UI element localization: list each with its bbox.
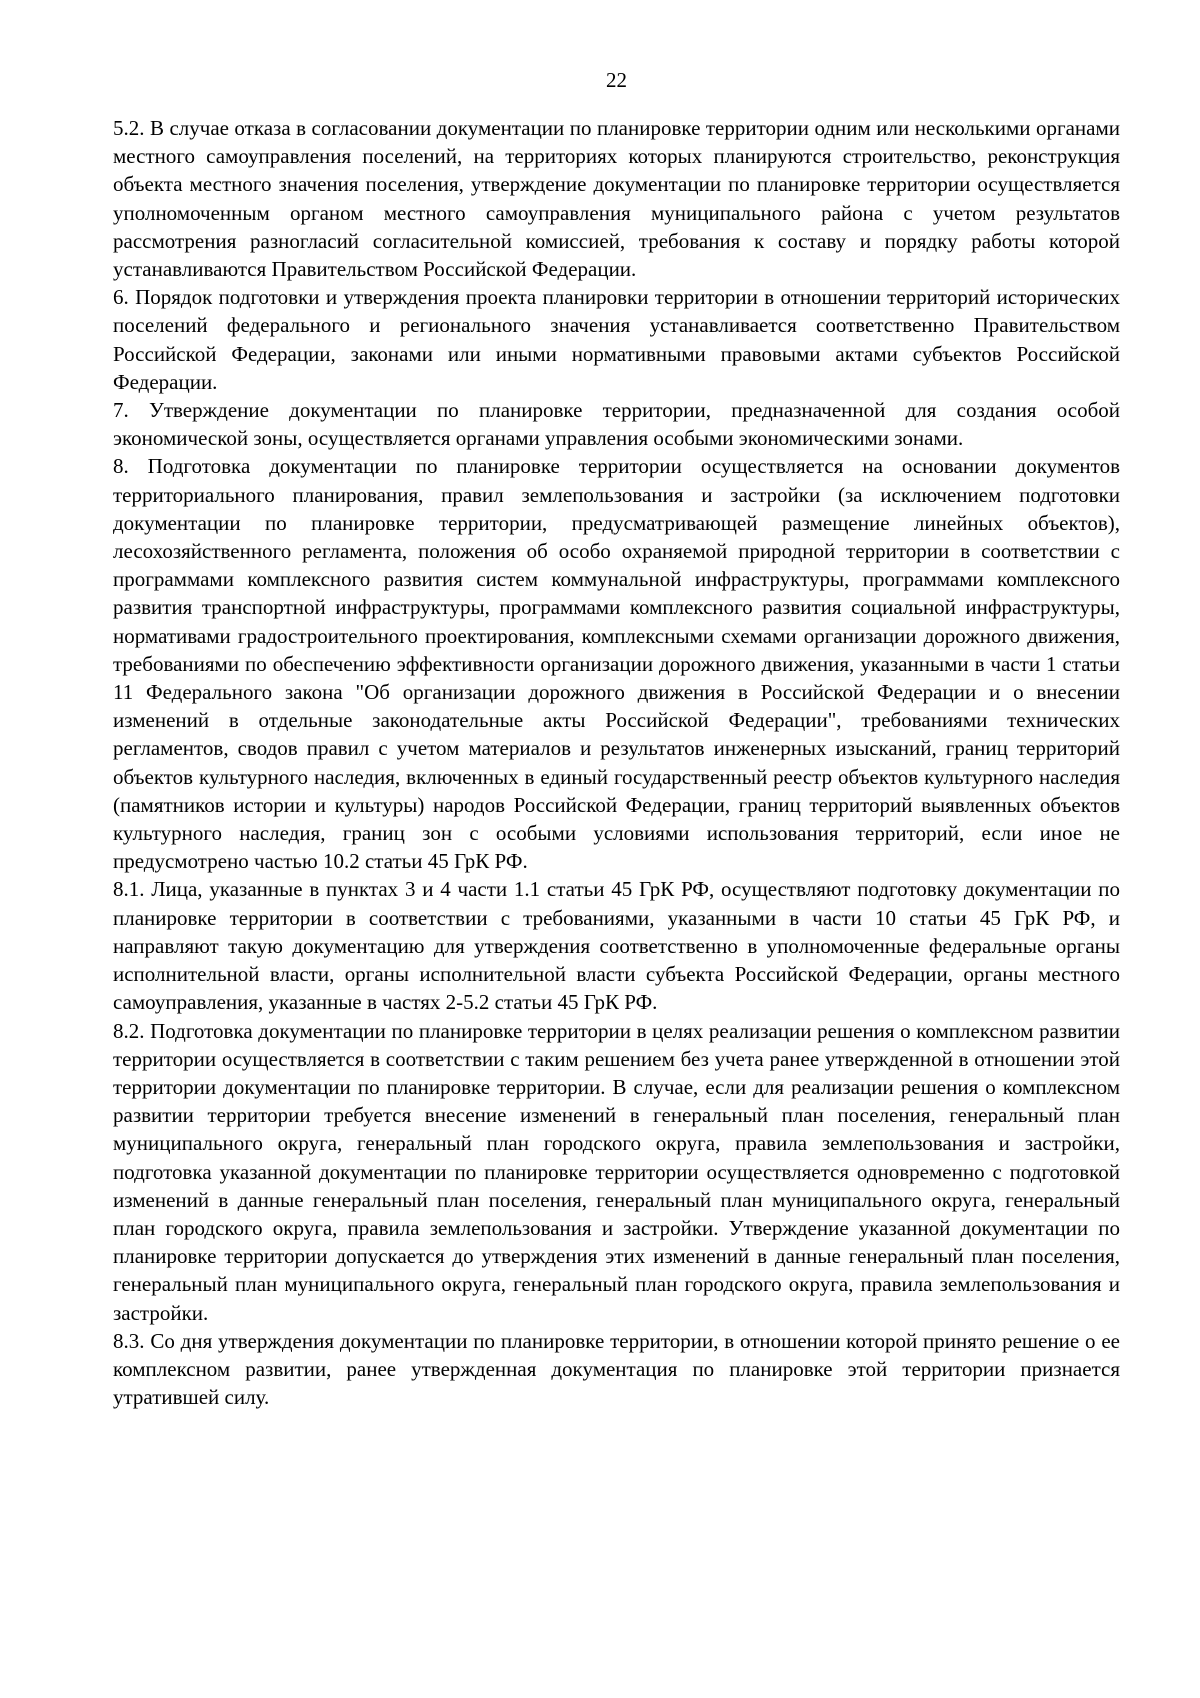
paragraph-7: 7. Утверждение документации по планировке территории, предназначенной для создания особой экономической зоны, осуществляется органами управления особыми экономическими зонами. xyxy=(113,398,1120,451)
paragraph-8-2: 8.2. Подготовка документации по планировке территории в целях реализации решения о комплексном развитии территории осуществляется в соответствии с таким решением без учета ранее утвержденной в отношении этой территории документации по планировке территории. В случае, если для реализации решения о комплексном развитии территории требуется внесение изменений в генеральный план поселения, генеральный план муниципального округа, генеральный план городского округа, правила землепользования и застройки, подготовка указанной документации по планировке территории осуществляется одновременно с подготовкой изменений в данные генеральный план поселения, генеральный план муниципального округа, генеральный план городского округа, правила землепользования и застройки. Утверждение указанной документации по планировке территории допускается до утверждения этих изменений в данные генеральный план поселения, генеральный план муниципального округа, генеральный план городского округа, правила землепользования и застройки. xyxy=(113,1018,1120,1325)
paragraph-5-2: 5.2. В случае отказа в согласовании документации по планировке территории одним или несколькими органами местного самоуправления поселений, на территориях которых планируются строительство, реконструкция объекта местного значения поселения, утверждение документации по планировке территории осуществляется уполномоченным органом местного самоуправления муниципального района с учетом результатов рассмотрения разногласий согласительной комиссией, требования к составу и порядку работы которой устанавливаются Правительством Российской Федерации. xyxy=(113,116,1120,282)
paragraph-8: 8. Подготовка документации по планировке территории осуществляется на основании документов территориального планирования, правил землепользования и застройки (за исключением подготовки документации по планировке территории, предусматривающей размещение линейных объектов), лесохозяйственного регламента, положения об особо охраняемой природной территории в соответствии с программами комплексного развития систем коммунальной инфраструктуры, программами комплексного развития транспортной инфраструктуры, программами комплексного развития социальной инфраструктуры, нормативами градостроительного проектирования, комплексными схемами организации дорожного движения, требованиями по обеспечению эффективности организации дорожного движения, указанными в части 1 статьи 11 Федерального закона "Об организации дорожного движения в Российской Федерации и о внесении изменений в отдельные законодательные акты Российской Федерации", требованиями технических регламентов, сводов правил с учетом материалов и результатов инженерных изысканий, границ территорий объектов культурного наследия, включенных в единый государственный реестр объектов культурного наследия (памятников истории и культуры) народов Российской Федерации, границ территорий выявленных объектов культурного наследия, границ зон с особыми условиями использования территорий, если иное не предусмотрено частью 10.2 статьи 45 ГрК РФ. xyxy=(113,454,1120,874)
page-number: 22 xyxy=(606,68,627,92)
paragraph-6: 6. Порядок подготовки и утверждения проекта планировки территории в отношении территорий исторических поселений федерального и регионального значения устанавливается соответственно Правительством Российской Федерации, законами или иными нормативными правовыми актами субъектов Российской Федерации. xyxy=(113,285,1120,394)
document-body xyxy=(113,114,1120,1411)
paragraph-8-3: 8.3. Со дня утверждения документации по планировке территории, в отношении которой принято решение о ее комплексном развитии, ранее утвержденная документация по планировке этой территории признается утратившей силу. xyxy=(113,1328,1120,1410)
paragraph-8-1: 8.1. Лица, указанные в пунктах 3 и 4 части 1.1 статьи 45 ГрК РФ, осуществляют подготовку документации по планировке территории в соответствии с требованиями, указанными в части 10 статьи 45 ГрК РФ, и направляют такую документацию для утверждения соответственно в уполномоченные федеральные органы исполнительной власти, органы исполнительной власти субъекта Российской Федерации, органы местного самоуправления, указанные в частях 2-5.2 статьи 45 ГрК РФ. xyxy=(113,877,1120,1015)
